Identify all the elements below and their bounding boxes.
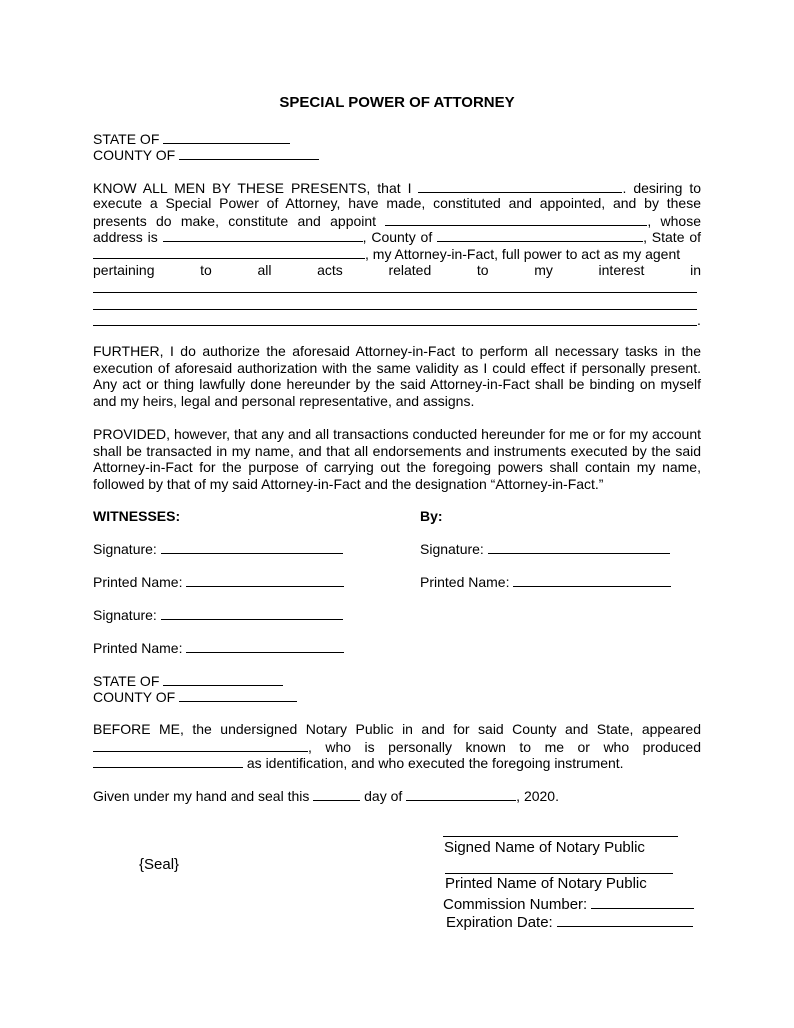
witness-1-signature-blank[interactable] [161,540,343,554]
know-all-line-3 [93,212,701,230]
notary-county-label: COUNTY OF [93,689,176,705]
know-all-text-4b: , County of [362,229,433,245]
witness-1-printed-name-label: Printed Name: [93,574,183,590]
know-all-text-1b: . desiring to [622,180,701,196]
state-blank[interactable] [163,130,290,144]
know-all-line-5 [93,245,680,262]
appeared-name-blank[interactable] [93,738,308,752]
notary-county-blank[interactable] [179,688,297,702]
identification-blank[interactable] [93,754,243,768]
witness-1-signature-label: Signature: [93,541,157,557]
state-of-blank[interactable] [93,245,365,259]
commission-number-label: Commission Number: [443,896,588,913]
attorney-name-blank[interactable] [385,212,647,226]
by-signature-blank[interactable] [488,540,670,554]
witness-2-signature [93,606,343,623]
notary-signature-line[interactable] [443,836,678,837]
by-signature-label: Signature: [420,541,484,557]
know-all-line-2: execute a Special Power of Attorney, have made, constituted and appointed, and by these [93,195,701,211]
notary-state-label: STATE OF [93,673,160,689]
expiration-date [446,912,693,931]
by-heading: By: [420,508,443,524]
know-all-text-1a: KNOW ALL MEN BY THESE PRESENTS, that I [93,180,412,196]
know-all-text-4c: , State of [643,229,701,245]
notary-state-line [93,672,283,689]
further-paragraph: FURTHER, I do authorize the aforesaid Attorney-in-Fact to perform all necessary tasks in the execution of aforesaid authorization with the same validity as I could effect if personally present. Any act or thing lawfully done hereunder by the said Attorney-in-Fact shall be binding on myself and my heirs, legal and personal representative, and assigns. [93,343,701,409]
witness-2-printed-name [93,639,344,656]
county-line [93,146,319,163]
witness-2-printed-name-label: Printed Name: [93,640,183,656]
county-label: COUNTY OF [93,147,176,163]
given-text-c: , 2020. [516,788,559,804]
given-text-a: Given under my hand and seal this [93,788,310,804]
interest-blank-line-2[interactable] [93,309,697,310]
commission-number-blank[interactable] [591,894,694,909]
know-all-line-4 [93,228,701,246]
before-me-text-2: , who is personally known to me or who produced [308,739,701,755]
witness-2-signature-label: Signature: [93,607,157,623]
grantor-name-blank[interactable] [418,179,622,193]
commission-number [443,894,694,913]
document-title: SPECIAL POWER OF ATTORNEY [279,94,515,111]
signed-name-label: Signed Name of Notary Public [444,839,645,856]
witness-2-signature-blank[interactable] [161,606,343,620]
know-all-text-4a: address is [93,229,158,245]
witness-2-printed-name-blank[interactable] [186,639,344,653]
seal-placeholder: {Seal} [139,856,180,873]
know-all-text-3b: , whose [647,213,702,229]
provided-paragraph: PROVIDED, however, that any and all transactions conducted hereunder for me or for my account shall be transacted in my name, and that all endorsements and instruments executed by the said Attorney-in-Fact for the purpose of carrying out the foregoing powers shall contain my name, followed by that of my said Attorney-in-Fact and the designation “Attorney-in-Fact.” [93,426,701,492]
interest-blank-line-3[interactable] [93,325,697,326]
witness-1-printed-name-blank[interactable] [186,573,344,587]
before-me-line-2 [93,738,701,756]
before-me-line-3 [93,754,624,771]
before-me-text-3: as identification, and who executed the foregoing instrument. [246,755,624,771]
state-line [93,130,290,147]
witness-1-signature [93,540,343,557]
day-blank[interactable] [313,787,360,801]
given-line [93,787,559,804]
witness-1-printed-name [93,573,344,590]
expiration-date-label: Expiration Date: [446,914,553,931]
state-label: STATE OF [93,131,160,147]
county-blank[interactable] [179,146,319,160]
by-printed-name-label: Printed Name: [420,574,510,590]
before-me-line-1: BEFORE ME, the undersigned Notary Public in and for said County and State, appeared [93,721,701,737]
know-all-text-3a: presents do make, constitute and appoint [93,213,377,229]
given-text-b: day of [364,788,403,804]
by-signature [420,540,670,557]
notary-county-line [93,688,297,705]
notary-state-blank[interactable] [163,672,283,686]
month-blank[interactable] [406,787,516,801]
expiration-date-blank[interactable] [557,912,693,927]
know-all-text-5: , my Attorney-in-Fact, full power to act as my agent [365,246,681,262]
county-of-blank[interactable] [437,228,643,242]
interest-period: . [697,312,701,328]
interest-blank-line-1[interactable] [93,292,697,293]
notary-printed-name-line[interactable] [445,873,673,874]
by-printed-name-blank[interactable] [513,573,671,587]
address-blank[interactable] [163,228,363,242]
witnesses-heading: WITNESSES: [93,508,181,524]
know-all-line-6: pertaining to all acts related to my interest in [93,262,701,278]
by-printed-name [420,573,671,590]
printed-name-label: Printed Name of Notary Public [445,875,647,892]
know-all-line-1 [93,179,701,197]
